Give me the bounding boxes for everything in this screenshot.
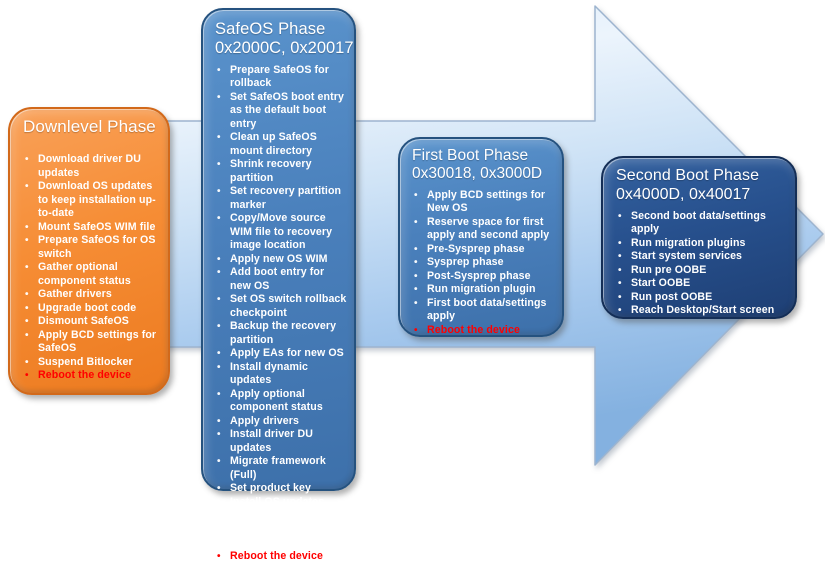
phase-step: • Pre-Sysprep phase — [412, 243, 556, 257]
phase-step: • Relocate OS to system drive root — [215, 523, 348, 550]
phase-step: • Set product key — [215, 482, 348, 496]
phase-card-safeos — [201, 8, 356, 562]
phase-step: • Run post OOBE — [616, 291, 789, 305]
phase-steps-list — [23, 153, 159, 383]
phase-step: • Prepare SafeOS for rollback — [215, 64, 348, 91]
phase-step: • First boot data/settings apply — [412, 297, 556, 324]
phase-title: SafeOS Phase — [215, 20, 326, 38]
phase-step: • Add boot entry for new OS — [215, 266, 348, 293]
phase-step: • Reserve space for first apply and second apply — [412, 216, 556, 243]
phase-step: • Prepare SafeOS for OS switch — [23, 234, 159, 261]
phase-codes: 0x4000D, 0x40017 — [616, 185, 751, 203]
phase-step: • Install OS updates (DU) — [215, 496, 348, 523]
phase-step: • Start OOBE — [616, 277, 789, 291]
phase-step: • Clean up SafeOS mount directory — [215, 131, 348, 158]
phase-step: • Download OS updates to keep installation up-to-date — [23, 180, 159, 221]
phase-step: • Install dynamic updates — [215, 361, 348, 388]
phase-step: • Reboot the device — [23, 369, 159, 383]
phase-steps-list — [616, 210, 789, 318]
phase-codes: 0x30018, 0x3000D — [412, 165, 543, 183]
phase-step: • Gather optional component status — [23, 261, 159, 288]
phase-step: • Set recovery partition marker — [215, 185, 348, 212]
phase-step: • Backup the recovery partition — [215, 320, 348, 347]
phase-step: • Post-Sysprep phase — [412, 270, 556, 284]
phase-step: • Run pre OOBE — [616, 264, 789, 278]
phase-step: • Migrate framework (Full) — [215, 455, 348, 482]
phase-title: Second Boot Phase — [616, 167, 760, 184]
phase-step: • Mount SafeOS WIM file — [23, 221, 159, 235]
phase-steps-list — [412, 189, 556, 338]
phase-step: • Sysprep phase — [412, 256, 556, 270]
phase-step: • Apply new OS WIM — [215, 253, 348, 267]
phase-step: • Set OS switch rollback checkpoint — [215, 293, 348, 320]
phase-steps-list — [215, 64, 348, 563]
phase-step: • Apply BCD settings for SafeOS — [23, 329, 159, 356]
phase-card-first-boot — [398, 137, 564, 337]
phase-card-second-boot — [601, 156, 797, 319]
phase-step: • Apply optional component status — [215, 388, 348, 415]
phase-step: • Set SafeOS boot entry as the default boot entry — [215, 91, 348, 132]
phase-step: • Copy/Move source WIM file to recovery image location — [215, 212, 348, 253]
phase-title: Downlevel Phase — [23, 117, 156, 136]
phase-card-downlevel — [8, 107, 170, 395]
phase-step: • Apply drivers — [215, 415, 348, 429]
phase-step: • Reboot the device — [412, 324, 556, 338]
phase-step: • Reboot the device — [215, 550, 348, 563]
phase-step: • Start system services — [616, 250, 789, 264]
phase-step: • Upgrade boot code — [23, 302, 159, 316]
phase-step: • Reach Desktop/Start screen — [616, 304, 789, 318]
phase-codes: 0x2000C, 0x20017 — [215, 39, 354, 58]
phase-step: • Run migration plugins — [616, 237, 789, 251]
phase-step: • Second boot data/settings apply — [616, 210, 789, 237]
phase-step: • Apply EAs for new OS — [215, 347, 348, 361]
phase-step: • Apply BCD settings for New OS — [412, 189, 556, 216]
phase-title: First Boot Phase — [412, 147, 529, 164]
phase-step: • Download driver DU updates — [23, 153, 159, 180]
phase-step: • Dismount SafeOS — [23, 315, 159, 329]
phase-step: • Suspend Bitlocker — [23, 356, 159, 370]
phase-step: • Run migration plugin — [412, 283, 556, 297]
phase-step: • Gather drivers — [23, 288, 159, 302]
phase-step: • Shrink recovery partition — [215, 158, 348, 185]
phase-step: • Install driver DU updates — [215, 428, 348, 455]
